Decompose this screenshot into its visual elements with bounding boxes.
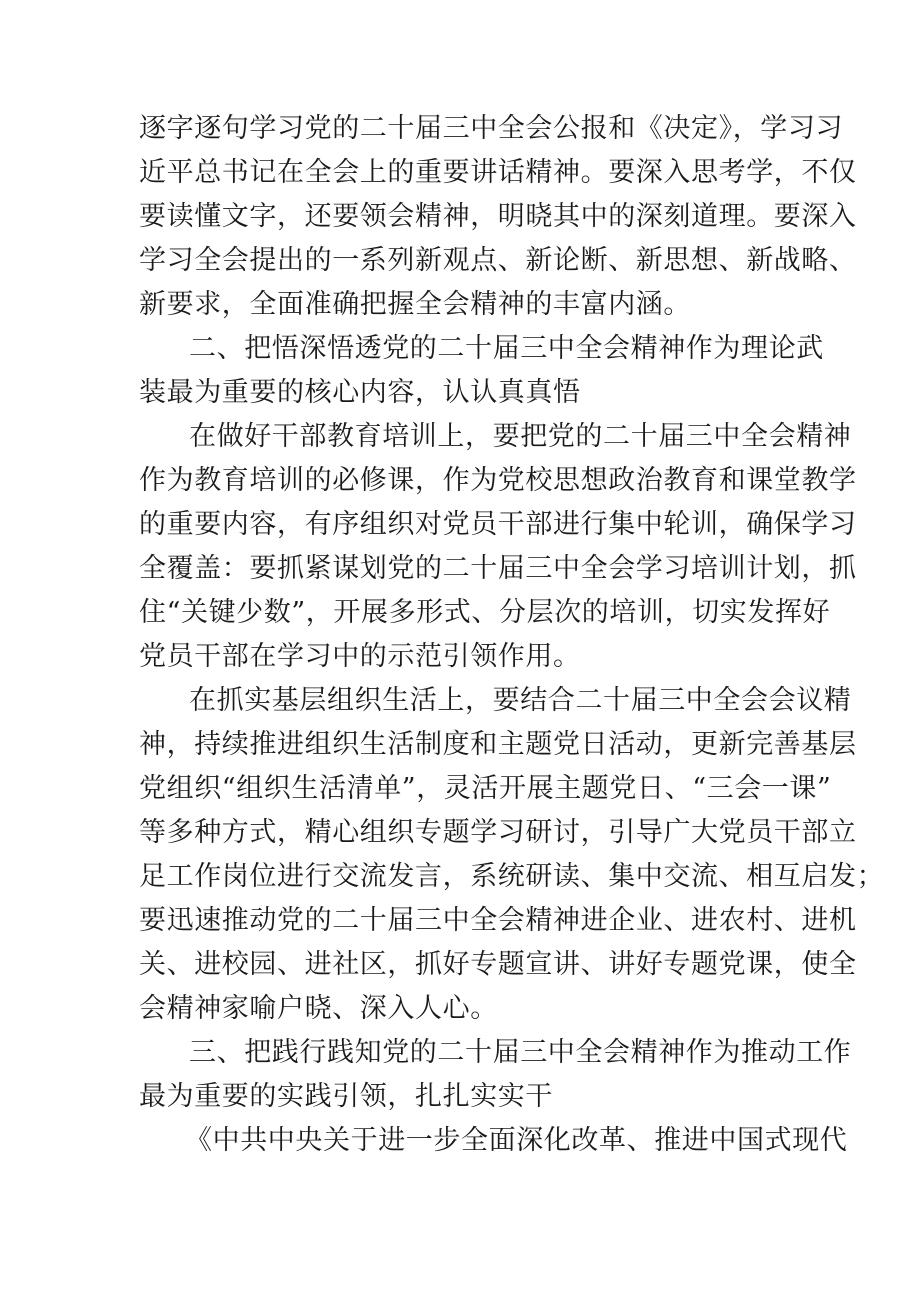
paragraph-line: 在做好干部教育培训上，要把党的二十届三中全会精神	[189, 421, 852, 452]
paragraph-3	[139, 679, 885, 1031]
heading-line: 装最为重要的核心内容，认认真真悟	[139, 377, 581, 408]
section-heading-2	[139, 327, 824, 415]
heading-line: 最为重要的实践引领，扎扎实实干	[139, 1081, 553, 1112]
paragraph-line: 关、进校园、进社区，抓好专题宣讲、讲好专题党课，使全	[139, 949, 857, 980]
paragraph-line: 全覆盖：要抓紧谋划党的二十届三中全会学习培训计划，抓	[139, 553, 857, 584]
section-heading-3	[139, 1031, 852, 1119]
heading-line: 二、把悟深悟透党的二十届三中全会精神作为理论武	[189, 333, 824, 364]
paragraph-line: 逐字逐句学习党的二十届三中全会公报和《决定》，学习习	[139, 113, 844, 144]
paragraph-line: 党员干部在学习中的示范引领作用。	[139, 641, 581, 672]
paragraph-line: 学习全会提出的一系列新观点、新论断、新思想、新战略、	[139, 245, 857, 276]
paragraph-line: 等多种方式，精心组织专题学习研讨，引导广大党员干部立	[139, 817, 857, 848]
paragraph-line: 在抓实基层组织生活上，要结合二十届三中全会会议精	[189, 685, 852, 716]
paragraph-line: 要读懂文字，还要领会精神，明晓其中的深刻道理。要深入	[139, 201, 857, 232]
paragraph-line: 要迅速推动党的二十届三中全会精神进企业、进农村、进机	[139, 905, 857, 936]
paragraph-line: 神，持续推进组织生活制度和主题党日活动，更新完善基层	[139, 729, 857, 760]
paragraph-line: 会精神家喻户晓、深入人心。	[139, 993, 498, 1024]
paragraph-4	[139, 1119, 848, 1163]
paragraph-line: 《中共中央关于进一步全面深化改革、推进中国式现代	[185, 1125, 848, 1156]
paragraph-line: 的重要内容，有序组织对党员干部进行集中轮训，确保学习	[139, 509, 857, 540]
paragraph-line: 近平总书记在全会上的重要讲话精神。要深入思考学，不仅	[139, 157, 857, 188]
paragraph-2	[139, 415, 857, 679]
document-body	[139, 107, 885, 1163]
heading-line: 三、把践行践知党的二十届三中全会精神作为推动工作	[189, 1037, 852, 1068]
paragraph-line: 作为教育培训的必修课，作为党校思想政治教育和课堂教学	[139, 465, 857, 496]
paragraph-line: 足工作岗位进行交流发言，系统研读、集中交流、相互启发；	[139, 861, 885, 892]
paragraph-line: 住“关键少数”，开展多形式、分层次的培训，切实发挥好	[139, 597, 831, 628]
paragraph-line: 新要求，全面准确把握全会精神的丰富内涵。	[139, 289, 691, 320]
paragraph-line: 党组织“组织生活清单”，灵活开展主题党日、“三会一课”	[139, 773, 832, 804]
paragraph-1	[139, 107, 857, 327]
